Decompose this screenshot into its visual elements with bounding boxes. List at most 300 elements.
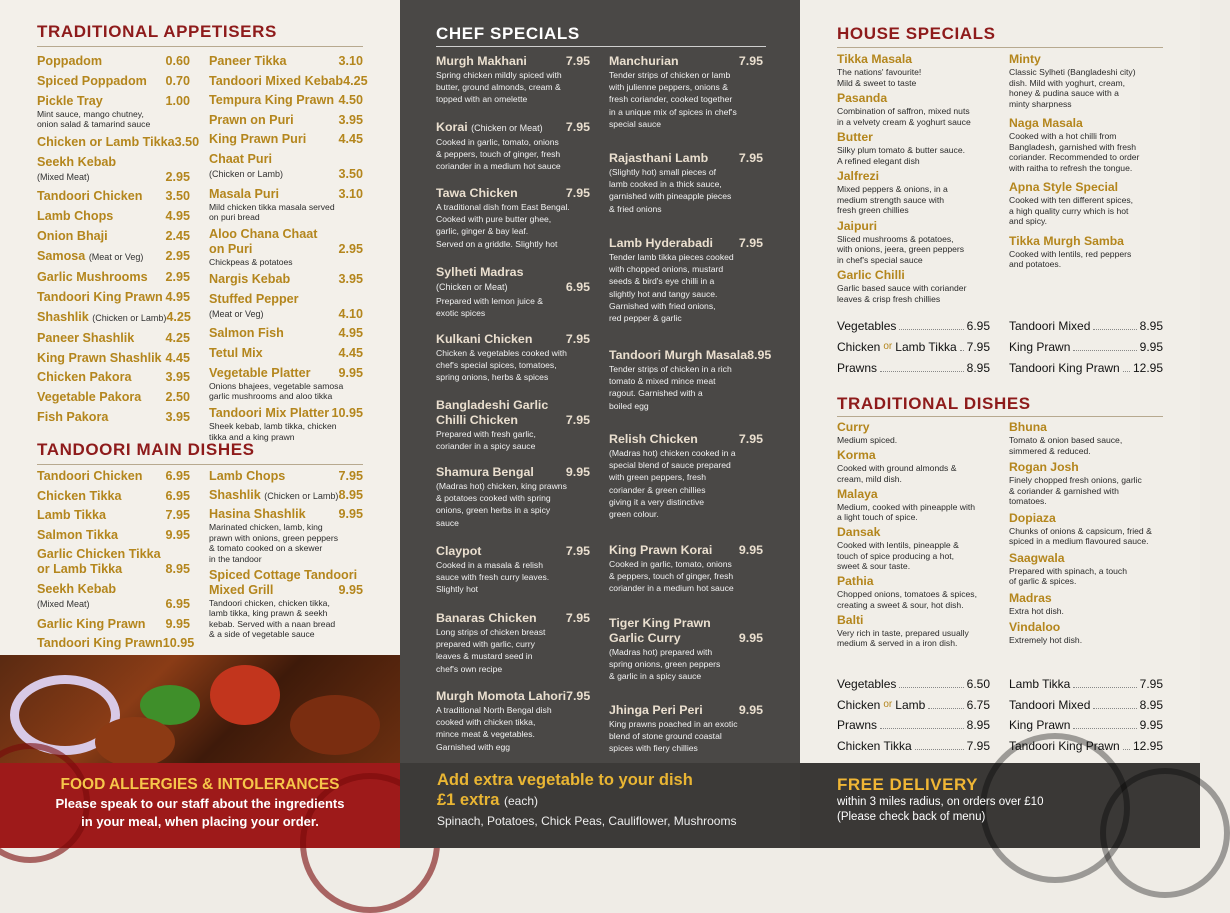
item-price: 7.95 (738, 432, 763, 446)
menu-item (37, 351, 190, 366)
price-row (837, 717, 990, 733)
dish-desc: Tomato & onion based sauce, (1009, 435, 1123, 445)
heading-rule (837, 416, 1163, 417)
item-price: 7.95 (565, 54, 590, 68)
dish-desc: leaves & crisp fresh chillies (837, 293, 941, 304)
item-note: (Chicken or Lamb) (209, 168, 284, 179)
menu-item (209, 366, 363, 402)
item-name-wrap (609, 432, 698, 447)
item-price: 2.50 (165, 390, 190, 405)
dish-desc: a high quality curry which is hot (1009, 205, 1129, 216)
item-price: 9.95 (338, 365, 363, 380)
item-price: 7.95 (566, 689, 591, 703)
traditional-appetisers-heading: TRADITIONAL APPETISERS (37, 22, 277, 41)
menu-item (37, 94, 190, 130)
item-price: 3.95 (165, 410, 190, 425)
item-desc: giving it a very distinctive (609, 496, 705, 507)
dish-name: Butter (837, 130, 873, 144)
dot-leader (1123, 371, 1130, 372)
price-name: Vegetables (837, 319, 897, 333)
item-desc: & garlic in a spicy sauce (609, 671, 702, 682)
item-desc: Tandoori chicken, chicken tikka, (209, 597, 330, 608)
item-price: 9.95 (338, 582, 363, 597)
item-name-wrap (37, 582, 116, 597)
item-desc: chef's own recipe (436, 663, 503, 674)
house-specials-heading: HOUSE SPECIALS (837, 24, 996, 43)
price-row (1009, 697, 1163, 713)
item-name-row (37, 351, 190, 366)
item-name-wrap (609, 236, 713, 251)
item-price: 9.95 (738, 631, 763, 645)
dot-leader (1073, 687, 1136, 688)
item-desc: garnished with pineapple pieces (609, 191, 732, 202)
item-name: Chaat Puri (209, 151, 272, 166)
dish-name: Garlic Chilli (837, 268, 905, 282)
dish-desc: Bangladesh, garnished with fresh (1009, 141, 1137, 152)
item-name: Manchurian (609, 54, 679, 68)
item-desc: coriander in a medium hot sauce (609, 583, 734, 594)
item-name-row (209, 292, 363, 307)
menu-item (37, 636, 195, 651)
item-desc: Chickpeas & potatoes (209, 257, 293, 268)
item-name: Tetul Mix (209, 346, 263, 361)
item-name: Vegetable Pakora (37, 390, 142, 405)
dish-desc: Mild & sweet to taste (837, 77, 917, 88)
item-desc: slightly hot and tangy sauce. (609, 288, 718, 299)
house-prices-2 (1009, 318, 1163, 380)
dish-name: Pasanda (837, 91, 888, 105)
dish-name: Dansak (837, 525, 881, 539)
item-name: Sylheti Madras (436, 265, 524, 279)
item-desc: in a unique mix of spices in chef's (609, 106, 737, 117)
item-desc: coriander & green chillies (609, 484, 706, 495)
item-price: 6.95 (165, 469, 190, 483)
item-name: Paneer Tikka (209, 54, 287, 68)
item-name: Samosa (37, 249, 86, 264)
item-price: 6.95 (565, 280, 590, 294)
dish-name: Bhuna (1009, 420, 1047, 434)
item-name: Shashlik (209, 487, 261, 502)
item-name: Kulkani Chicken (436, 332, 533, 346)
item-desc: Tender strips of chicken in a rich (609, 364, 732, 374)
item-price: 7.95 (565, 120, 590, 134)
item-name-row (37, 134, 200, 150)
item-price: 7.95 (738, 151, 763, 165)
item-desc: Tender lamb tikka pieces cooked (609, 252, 734, 262)
item-price: 2.45 (165, 229, 190, 244)
menu-item (37, 547, 190, 577)
price-value: 7.95 (966, 340, 990, 354)
item-price: 2.95 (338, 242, 363, 257)
item-name-row (209, 54, 363, 69)
item-desc: lamb cooked in a thick sauce, (609, 179, 722, 190)
item-price: 7.95 (738, 236, 763, 250)
item-desc: special sauce (609, 118, 662, 129)
dish-name: Madras (1009, 590, 1052, 605)
item-desc: Prepared with fresh garlic, (436, 429, 536, 439)
dish-desc: Classic Sylheti (Bangladeshi city) (1009, 67, 1136, 77)
item-desc: coriander in a medium hot sauce (436, 161, 561, 172)
menu-item (37, 410, 190, 425)
dish-name: Apna Style Special (1009, 180, 1119, 194)
traditional-dishes-heading: TRADITIONAL DISHES (837, 394, 1031, 413)
dish-name: Jaipuri (837, 218, 877, 233)
item-name-wrap (209, 326, 284, 341)
item-name-wrap (37, 74, 147, 89)
item-desc: Sheek kebab, lamb tikka, chicken (209, 421, 337, 432)
item-name-cont: Chilli Chicken (436, 413, 518, 427)
item-name: Bangladeshi Garlic (436, 398, 549, 412)
item-name: Lamb Hyderabadi (609, 236, 713, 250)
dish-name: Malaya (837, 486, 878, 501)
item-desc: Garnished with fried onions, (609, 300, 716, 311)
item-desc: & peppers, touch of ginger, fresh (436, 149, 561, 160)
chef-item (609, 151, 763, 215)
item-desc: & a side of vegetable sauce (209, 629, 315, 639)
dish-desc: Chopped onions, tomatoes & spices, (837, 589, 977, 599)
item-name-row (609, 543, 763, 558)
dish-desc: Very rich in taste, prepared usually (837, 627, 969, 638)
item-desc: topped with an omelette (436, 94, 528, 105)
item-note: (Chicken or Lamb) (264, 490, 339, 501)
dish-item (1009, 551, 1174, 587)
menu-item (37, 229, 190, 244)
item-desc: butter, ground almonds, cream & (436, 82, 561, 93)
dish-desc: Chunks of onions & capsicum, fried & (1009, 525, 1152, 536)
chef-col-2 (400, 0, 800, 763)
swirl-decoration (1100, 768, 1230, 898)
dish-name: Korma (837, 448, 876, 462)
dish-desc: coriander. Recommended to order (1009, 152, 1140, 162)
item-desc: sauce (436, 517, 459, 528)
item-desc: prepared with garlic, curry (436, 639, 535, 650)
dish-desc: Prepared with spinach, a touch (1009, 565, 1127, 576)
item-name: Shamura Bengal (436, 465, 534, 479)
item-name-wrap (37, 54, 102, 69)
price-name: Chicken (837, 697, 881, 712)
item-name-row (209, 469, 363, 484)
item-desc: prawn with onions, green peppers (209, 532, 338, 543)
item-name: Tandoori King Prawn (37, 289, 163, 304)
item-price: 7.95 (738, 54, 763, 68)
item-name: Garlic Mushrooms (37, 270, 148, 285)
item-desc: with julienne peppers, onions & (609, 82, 728, 93)
item-note: (Chicken or Meat) (436, 282, 508, 292)
dish-item (1009, 180, 1169, 227)
item-name-wrap (37, 410, 108, 425)
price-value: 12.95 (1132, 738, 1163, 753)
menu-item (209, 292, 363, 322)
item-name-wrap (37, 469, 142, 484)
chef-item (609, 348, 772, 412)
menu-item (209, 93, 363, 108)
menu-item (209, 54, 363, 69)
dish-name: Dopiaza (1009, 510, 1056, 525)
delivery-title: FREE DELIVERY (837, 775, 978, 794)
item-price: 7.95 (165, 508, 190, 523)
price-value: 9.95 (1139, 340, 1163, 354)
item-desc: & tomato cooked on a skewer (209, 543, 323, 553)
item-desc: Chicken & vegetables cooked with (436, 348, 567, 358)
item-price: 4.25 (166, 309, 191, 324)
item-price: 4.45 (338, 132, 363, 147)
item-price: 3.10 (338, 54, 363, 68)
item-name: Banaras Chicken (436, 611, 537, 625)
price-row (837, 318, 990, 334)
item-note-row (37, 597, 190, 612)
menu-item (209, 406, 363, 442)
dish-desc: A refined elegant dish (837, 155, 920, 166)
item-desc: red pepper & garlic (609, 313, 682, 324)
item-name: Tawa Chicken (436, 186, 518, 200)
dish-desc: Cooked with ten different spices, (1009, 195, 1134, 205)
item-name: Garlic Chicken Tikka (37, 547, 161, 562)
dish-desc: sweet & sour taste. (837, 561, 911, 571)
item-price: 10.95 (331, 406, 363, 421)
item-desc: A traditional dish from East Bengal. (436, 202, 570, 212)
item-name: Shashlik (37, 309, 89, 324)
menu-item (209, 326, 363, 341)
chef-specials-heading: CHEF SPECIALS (436, 24, 580, 43)
item-name: Salmon Tikka (37, 527, 118, 542)
item-name-row (609, 631, 763, 646)
price-value: 6.75 (966, 697, 990, 712)
item-desc: blend of stone ground coastal (609, 731, 722, 742)
item-name-row (37, 370, 190, 385)
item-price: 0.60 (165, 54, 190, 68)
dish-desc: & coriander & garnished with (1009, 485, 1119, 496)
item-name: King Prawn Shashlik (37, 350, 162, 365)
item-name-row (37, 249, 190, 265)
dish-name: Saagwala (1009, 550, 1065, 565)
item-desc: Mild chicken tikka masala served (209, 201, 335, 212)
item-name-cont: Garlic Curry (609, 631, 681, 645)
item-price: 2.95 (165, 270, 190, 285)
item-name-wrap (209, 74, 343, 89)
price-row (837, 697, 990, 713)
allergy-title: FOOD ALLERGIES & INTOLERANCES (60, 776, 340, 793)
dish-item (1009, 620, 1174, 646)
dish-desc: Extra hot dish. (1009, 605, 1064, 616)
item-note-row (209, 307, 363, 322)
item-desc: Mint sauce, mango chutney, (37, 108, 144, 119)
item-name: Murgh Momota Lahori (436, 689, 567, 703)
item-name: Nargis Kebab (209, 272, 291, 287)
dish-name: Tikka Masala (837, 52, 912, 66)
dish-desc: Medium, cooked with pineapple with (837, 501, 976, 512)
item-name: Tandoori Mix Platter (209, 406, 330, 421)
dish-name: Pathia (837, 574, 874, 588)
item-name-row (37, 310, 190, 326)
item-price: 9.95 (738, 703, 763, 717)
item-price: 4.95 (165, 289, 190, 304)
item-desc: Spring chicken mildly spiced with (436, 70, 562, 80)
item-name-row (37, 547, 190, 562)
item-note: (Meat or Veg) (209, 308, 264, 319)
item-name-wrap (37, 94, 103, 109)
item-desc: coriander in a spicy sauce (436, 441, 536, 452)
price-name: Tandoori Mixed (1009, 319, 1091, 333)
dish-desc: honey & pudina sauce with a (1009, 88, 1119, 98)
item-name: Spiced Poppadom (37, 73, 147, 88)
item-name-wrap (37, 508, 106, 523)
item-desc: Cooked with pure butter ghee, (436, 214, 552, 225)
item-name-wrap (609, 151, 708, 166)
item-name: Pickle Tray (37, 93, 103, 108)
menu-item (37, 270, 190, 285)
item-name: Seekh Kebab (37, 581, 117, 596)
item-desc: Prepared with lemon juice & (436, 296, 543, 306)
item-name-row (609, 236, 763, 251)
item-price: 8.95 (165, 562, 190, 577)
item-name: Fish Pakora (37, 410, 109, 425)
dish-desc: simmered & reduced. (1009, 445, 1091, 456)
dot-leader (899, 329, 963, 330)
item-name-wrap (209, 469, 285, 484)
dish-name: Minty (1009, 52, 1041, 66)
chef-item (609, 432, 763, 520)
dish-item (837, 130, 1002, 166)
dish-name: Jalfrezi (837, 169, 880, 183)
item-name-row (209, 507, 363, 522)
heading-rule (837, 47, 1163, 48)
price-value: 7.95 (966, 738, 990, 753)
item-desc: ragout. Garnished with a (609, 388, 703, 399)
price-name: King Prawn (1009, 340, 1071, 354)
menu-item (37, 617, 190, 632)
dot-leader (915, 749, 964, 750)
item-name-row (209, 93, 363, 108)
item-price: 4.25 (343, 73, 368, 88)
item-desc: kebab. Served with a naan bread (209, 618, 336, 629)
item-name: Vegetable Platter (209, 365, 311, 380)
item-name-row (37, 94, 190, 109)
item-desc: leaves & mustard seed in (436, 651, 533, 662)
item-name-row (37, 229, 190, 244)
menu-item (209, 488, 363, 504)
item-name-wrap (209, 272, 290, 287)
item-desc: Marinated chicken, lamb, king (209, 522, 323, 532)
price-value: 12.95 (1132, 361, 1163, 375)
item-name-row (209, 366, 363, 381)
price-row (1009, 717, 1163, 733)
item-price: 6.95 (165, 488, 190, 503)
dish-desc: Cooked with lentils, pineapple & (837, 540, 959, 550)
item-name-row (37, 508, 190, 523)
item-price: 4.95 (338, 326, 363, 341)
dish-item (1009, 420, 1174, 456)
item-price: 9.95 (565, 465, 590, 479)
item-price: 4.95 (165, 209, 190, 224)
item-name-row (609, 348, 772, 363)
dish-item (837, 219, 1002, 266)
item-note: (Mixed Meat) (37, 598, 90, 609)
chef-item (609, 543, 763, 595)
item-desc: sauce with fresh curry leaves. (436, 572, 550, 583)
item-price: 4.45 (165, 350, 190, 365)
item-desc: Slightly hot (436, 584, 479, 595)
item-name-row (37, 617, 190, 632)
dish-name: Vindaloo (1009, 620, 1061, 634)
price-name: Vegetables (837, 677, 897, 691)
menu-item (37, 54, 190, 69)
price-name-2: Lamb Tikka (895, 340, 957, 354)
dish-desc: in a velvety cream & yoghurt sauce (837, 116, 971, 127)
item-name: Spiced Cottage Tandoori (209, 567, 358, 582)
item-name-wrap (37, 370, 132, 385)
item-desc: spring onions, green peppers (609, 659, 721, 670)
item-name-row (209, 346, 363, 361)
item-name-row (609, 432, 763, 447)
dish-desc: Cooked with ground almonds & (837, 463, 957, 473)
item-name-row (37, 582, 190, 597)
item-price: 0.70 (165, 73, 190, 88)
dish-desc: and spicy. (1009, 216, 1048, 226)
dish-desc: medium strength sauce with (837, 194, 944, 205)
item-desc: garlic mushrooms and aloo tikka (209, 391, 333, 402)
price-value: 7.95 (1139, 677, 1163, 691)
item-name: Tandoori Chicken (37, 469, 143, 483)
menu-item (37, 189, 190, 204)
trad-col-2 (1009, 420, 1174, 670)
menu-item (209, 469, 363, 484)
item-price: 3.95 (165, 370, 190, 385)
item-desc: & fried onions (609, 203, 662, 214)
menu-item (209, 227, 363, 268)
price-name: Tandoori Mixed (1009, 697, 1091, 712)
item-name-row (37, 390, 190, 405)
dot-leader (1123, 749, 1130, 750)
item-price: 3.50 (338, 166, 363, 181)
item-price: 4.45 (338, 346, 363, 361)
meat-shape (95, 717, 175, 767)
item-name-wrap (209, 507, 306, 522)
item-name-wrap (37, 135, 175, 150)
right-panel (800, 0, 1200, 763)
dish-desc: Finely chopped fresh onions, garlic (1009, 475, 1142, 485)
item-name: Relish Chicken (609, 432, 698, 446)
item-name-wrap (37, 290, 163, 305)
dish-desc: Cooked with a hot chilli from (1009, 131, 1117, 141)
item-name: Paneer Shashlik (37, 330, 135, 345)
item-name: Hasina Shashlik (209, 507, 306, 521)
dish-desc: a light touch of spice. (837, 512, 918, 522)
delivery-footer (800, 763, 1200, 848)
dish-desc: fresh green chillies (837, 205, 909, 215)
menu-item (209, 132, 363, 147)
price-value: 8.95 (966, 718, 990, 732)
item-name: Garlic King Prawn (37, 616, 146, 631)
item-name: Lamb Chops (209, 469, 286, 483)
tandoori-col-2 (209, 469, 363, 655)
item-name-row (37, 189, 190, 204)
item-note-row (209, 167, 363, 182)
item-name-row (209, 406, 363, 421)
item-name-row (209, 568, 363, 583)
dish-item (1009, 116, 1169, 173)
item-desc: garlic, ginger & bay leaf. (436, 226, 529, 237)
item-name-row (609, 616, 763, 631)
item-name-row (209, 152, 363, 167)
dot-leader (1073, 350, 1136, 351)
item-name-row (37, 270, 190, 285)
dish-desc: Combination of saffron, mixed nuts (837, 106, 970, 116)
extra-title: Add extra vegetable to your dish (437, 771, 693, 789)
menu-item (209, 507, 363, 564)
menu-item (37, 331, 190, 346)
item-name-wrap (209, 187, 279, 202)
item-name: Lamb Chops (37, 209, 114, 224)
